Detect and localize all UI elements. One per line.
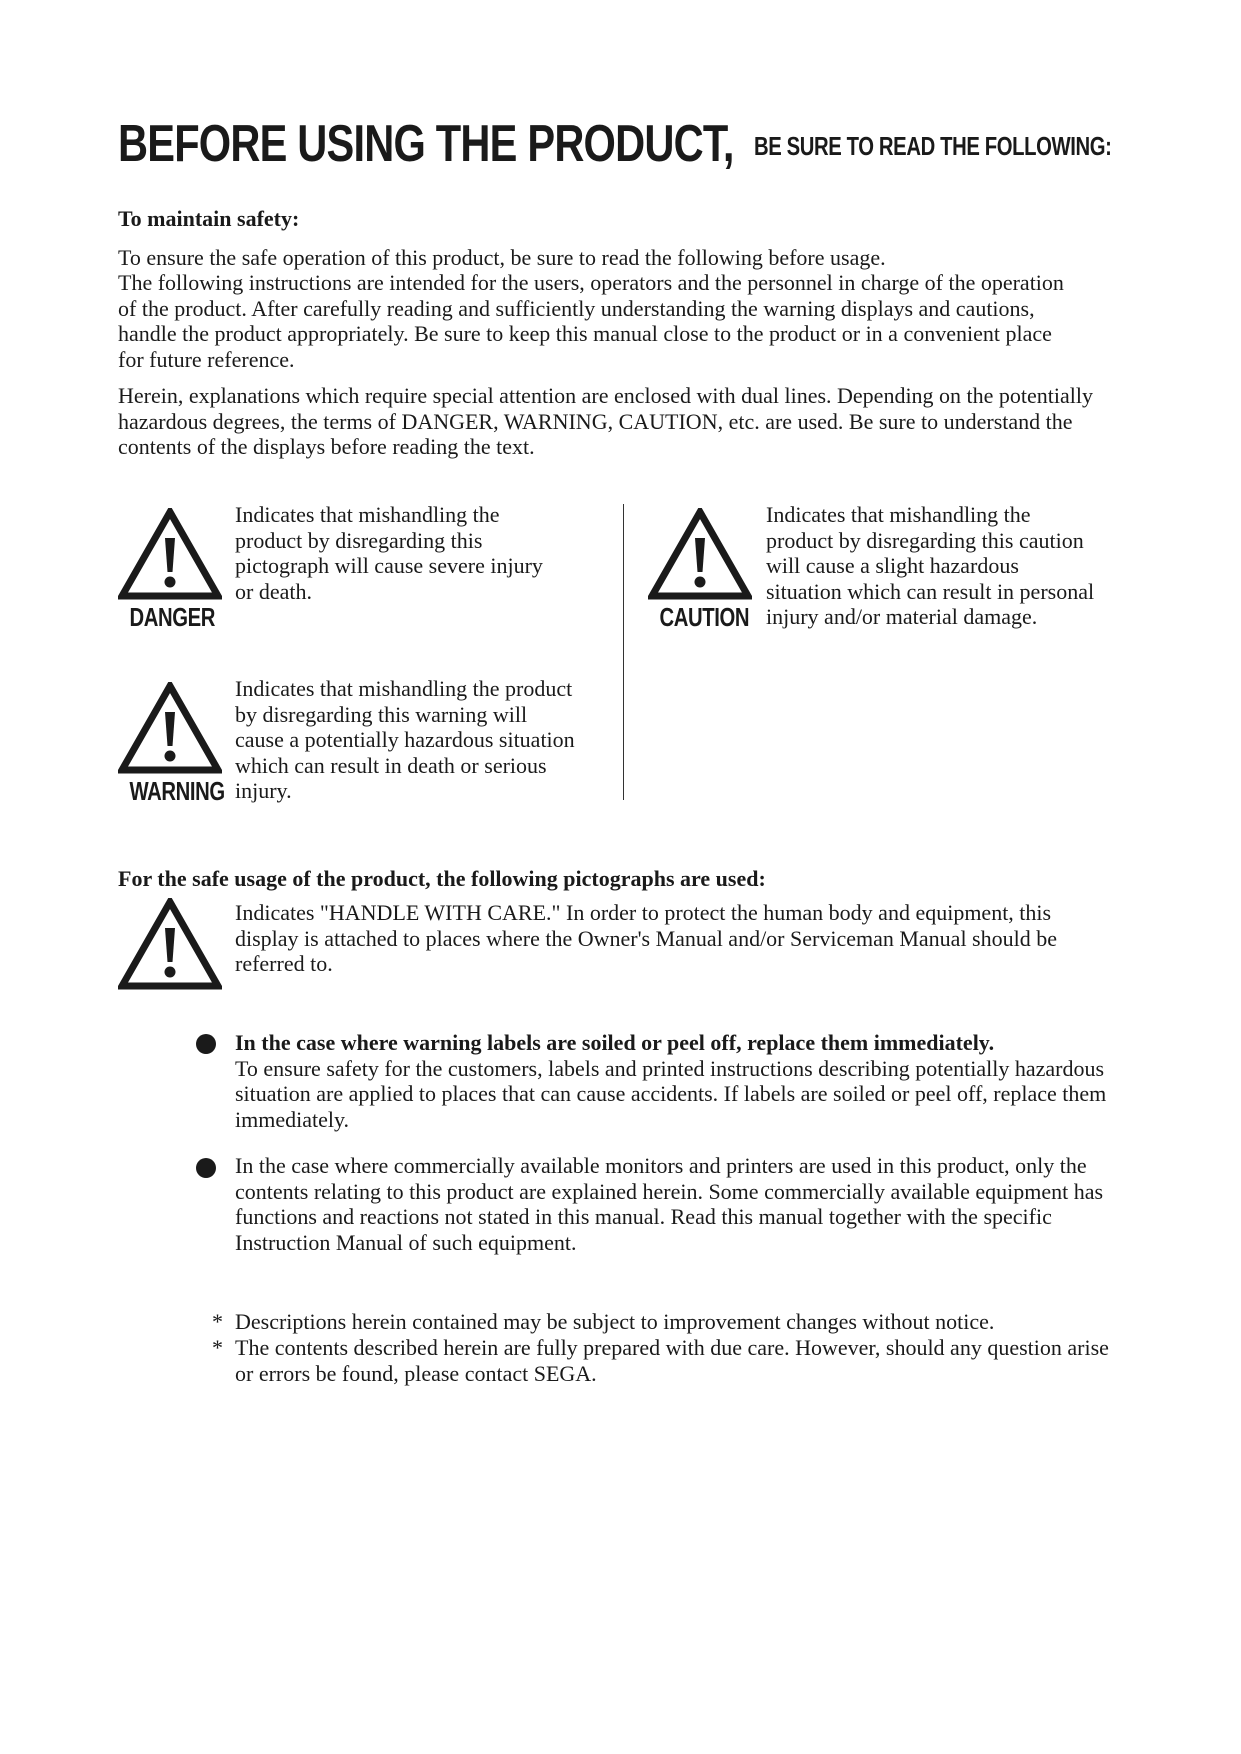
usage-heading: For the safe usage of the product, the following pictographs are used:: [118, 866, 766, 891]
safety-para-1: To ensure the safe operation of this product, be sure to read the following before usage.: [118, 245, 886, 270]
bullet-item-labels: [235, 1030, 1125, 1132]
title-main: BEFORE USING THE PRODUCT,: [118, 115, 734, 173]
safety-heading: To maintain safety:: [118, 206, 300, 231]
danger-label: DANGER: [129, 602, 215, 632]
warning-label: WARNING: [129, 776, 225, 806]
safety-para-2: The following instructions are intended for the users, operators and the personnel in charge of the operation of the product. After carefully reading and sufficiently understanding the warning displays and cautions, handle the product appropriately. Be sure to keep this manual close to the product or in a convenient place for future reference.: [118, 270, 1064, 372]
handle-with-care-description: Indicates "HANDLE WITH CARE." In order to protect the human body and equipment, this display is attached to places where the Owner's Manual and/or Serviceman Manual should be referred to.: [235, 900, 1057, 976]
note-1: Descriptions herein contained may be subject to improvement changes without notice.: [235, 1309, 995, 1334]
note-2: The contents described herein are fully prepared with due care. However, should any question arise or errors be found, please contact SEGA.: [235, 1335, 1109, 1386]
bullet-item-equipment: In the case where commercially available monitors and printers are used in this product, only the contents relating to this product are explained herein. Some commercially available equipment has functions and reactions not stated in this manual. Read this manual together with the specific Instruction Manual of such equipment.: [235, 1153, 1104, 1255]
filled-circle-bullet-icon: [196, 1158, 216, 1178]
danger-pictograph: [118, 508, 222, 630]
handle-with-care-pictograph: [118, 898, 222, 990]
warning-description: Indicates that mishandling the product by disregarding this warning will cause a potentially hazardous situation which can result in death or serious injury.: [235, 676, 575, 803]
safety-para-3: Herein, explanations which require special attention are enclosed with dual lines. Depending on the potentially hazardous degrees, the terms of DANGER, WARNING, CAUTION, etc. are used. Be sure to understand the contents of the displays before reading the text.: [118, 383, 1094, 459]
caution-description: Indicates that mishandling the product by disregarding this caution will cause a slight hazardous situation which can result in personal injury and/or material damage.: [766, 502, 1095, 629]
caution-pictograph: [648, 508, 752, 630]
caution-label: CAUTION: [659, 602, 750, 632]
filled-circle-bullet-icon: [196, 1034, 216, 1054]
warning-pictograph: [118, 682, 225, 806]
page-title: [118, 115, 1128, 173]
warning-triangle-icon: [118, 508, 222, 600]
bullet-labels-heading: In the case where warning labels are soiled or peel off, replace them immediately.: [235, 1030, 995, 1055]
bullet-labels-text: To ensure safety for the customers, labels and printed instructions describing potentially hazardous situation are applied to places that can cause accidents. If labels are soiled or peel off, replace them immediately.: [235, 1055, 1107, 1132]
note-marker: *: [212, 1335, 223, 1360]
title-sub: BE SURE TO READ THE FOLLOWING:: [754, 131, 1112, 161]
warning-triangle-icon: [118, 898, 222, 990]
note-marker: *: [212, 1309, 223, 1334]
danger-description: Indicates that mishandling the product by disregarding this pictograph will cause severe injury or death.: [235, 502, 543, 604]
warning-triangle-icon: [648, 508, 752, 600]
column-divider: [623, 504, 624, 800]
warning-triangle-icon: [118, 682, 222, 774]
